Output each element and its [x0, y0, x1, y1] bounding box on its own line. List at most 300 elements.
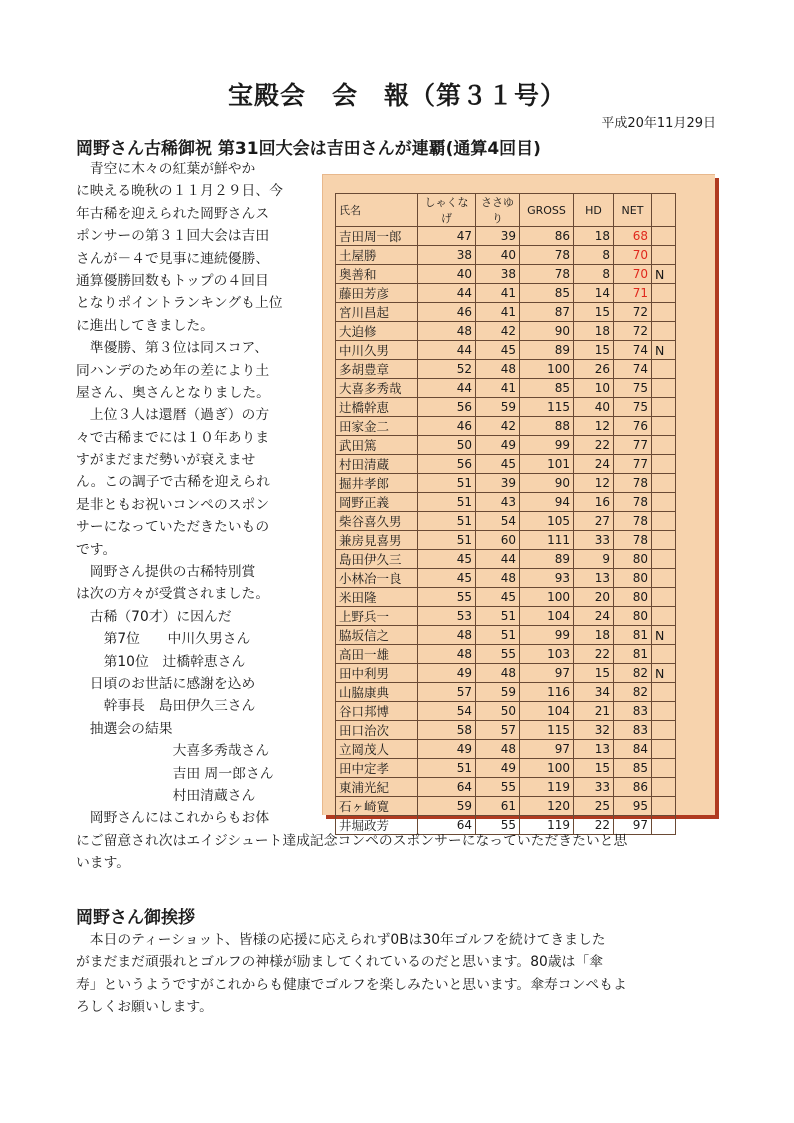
cell-name: 高田一雄: [336, 645, 418, 664]
cell-name: 東浦光紀: [336, 778, 418, 797]
cell-a: 54: [418, 702, 476, 721]
cell-b: 42: [476, 417, 520, 436]
cell-name: 田家金二: [336, 417, 418, 436]
cell-gross: 120: [520, 797, 574, 816]
cell-b: 55: [476, 778, 520, 797]
text-line: 年古稀を迎えられた岡野さんス: [76, 205, 270, 222]
cell-b: 57: [476, 721, 520, 740]
header-gross: GROSS: [520, 194, 574, 227]
cell-a: 64: [418, 816, 476, 835]
text-line: ポンサーの第３１回大会は吉田: [76, 228, 270, 245]
cell-net: 83: [614, 721, 652, 740]
cell-b: 49: [476, 759, 520, 778]
cell-a: 49: [418, 664, 476, 683]
cell-gross: 116: [520, 683, 574, 702]
cell-n: [652, 588, 676, 607]
cell-hd: 15: [574, 303, 614, 322]
greeting-heading: 岡野さん御挨拶: [76, 908, 195, 928]
cell-n: [652, 455, 676, 474]
cell-gross: 93: [520, 569, 574, 588]
cell-gross: 100: [520, 759, 574, 778]
cell-net: 74: [614, 360, 652, 379]
table-row: [336, 417, 676, 436]
cell-net: 81: [614, 626, 652, 645]
cell-a: 45: [418, 550, 476, 569]
cell-hd: 13: [574, 740, 614, 759]
cell-a: 48: [418, 645, 476, 664]
table-row: [336, 740, 676, 759]
header-note: [652, 194, 676, 227]
table-row: [336, 721, 676, 740]
cell-name: 田口治次: [336, 721, 418, 740]
cell-name: 小林冶一良: [336, 569, 418, 588]
cell-net: 78: [614, 512, 652, 531]
cell-n: [652, 246, 676, 265]
text-line: に映える晩秋の１１月２９日、今: [76, 183, 283, 200]
cell-hd: 33: [574, 531, 614, 550]
text-line: にご留意され次はエイジシュート達成記念コンペのスポンサーになっていただきたいと思: [76, 833, 628, 849]
cell-b: 48: [476, 740, 520, 759]
cell-a: 52: [418, 360, 476, 379]
table-row: [336, 322, 676, 341]
table-row: [336, 246, 676, 265]
cell-hd: 22: [574, 645, 614, 664]
cell-n: [652, 360, 676, 379]
cell-b: 49: [476, 436, 520, 455]
cell-hd: 16: [574, 493, 614, 512]
table-row: [336, 626, 676, 645]
text-line: います。: [76, 855, 131, 872]
cell-net: 72: [614, 322, 652, 341]
cell-name: 島田伊久三: [336, 550, 418, 569]
table-row: [336, 550, 676, 569]
text-line: 屋さん、奥さんとなりました。: [76, 384, 270, 401]
cell-b: 50: [476, 702, 520, 721]
cell-b: 55: [476, 816, 520, 835]
cell-gross: 97: [520, 664, 574, 683]
cell-hd: 24: [574, 607, 614, 626]
table-row: [336, 265, 676, 284]
cell-a: 53: [418, 607, 476, 626]
cell-hd: 12: [574, 417, 614, 436]
cell-net: 83: [614, 702, 652, 721]
cell-b: 38: [476, 265, 520, 284]
cell-net: 78: [614, 474, 652, 493]
table-row: [336, 227, 676, 246]
cell-n: [652, 797, 676, 816]
cell-n: [652, 436, 676, 455]
text-line: 青空に木々の紅葉が鮮やか: [76, 161, 256, 177]
cell-name: 井堀政芳: [336, 816, 418, 835]
cell-net: 80: [614, 550, 652, 569]
cell-net: 82: [614, 683, 652, 702]
cell-hd: 18: [574, 227, 614, 246]
cell-name: 吉田周一郎: [336, 227, 418, 246]
cell-a: 56: [418, 455, 476, 474]
cell-n: N: [652, 664, 676, 683]
cell-hd: 8: [574, 246, 614, 265]
cell-a: 51: [418, 531, 476, 550]
cell-name: 谷口邦博: [336, 702, 418, 721]
cell-net: 76: [614, 417, 652, 436]
cell-net: 95: [614, 797, 652, 816]
text-line: がまだまだ頑張れとゴルフの神様が励ましてくれているのだと思います。80歳は「傘: [76, 954, 603, 971]
cell-net: 82: [614, 664, 652, 683]
cell-b: 42: [476, 322, 520, 341]
cell-gross: 119: [520, 778, 574, 797]
cell-name: 村田清蔵: [336, 455, 418, 474]
article-body: [76, 158, 320, 830]
cell-a: 58: [418, 721, 476, 740]
cell-a: 48: [418, 322, 476, 341]
cell-n: N: [652, 626, 676, 645]
cell-n: [652, 493, 676, 512]
text-line: は次の方々が受賞されました。: [76, 586, 270, 603]
cell-net: 77: [614, 436, 652, 455]
text-line: となりポイントランキングも上位: [76, 295, 283, 312]
cell-n: [652, 284, 676, 303]
text-line: 古稀（70才）に因んだ: [76, 608, 232, 625]
cell-name: 上野兵一: [336, 607, 418, 626]
cell-name: 中川久男: [336, 341, 418, 360]
cell-n: N: [652, 341, 676, 360]
text-line: さんが－４で見事に連続優勝、: [76, 250, 270, 267]
cell-a: 51: [418, 474, 476, 493]
cell-hd: 26: [574, 360, 614, 379]
cell-net: 75: [614, 379, 652, 398]
cell-name: 田中定孝: [336, 759, 418, 778]
cell-b: 45: [476, 455, 520, 474]
header-shakunage: しゃくなげ: [418, 194, 476, 227]
cell-gross: 100: [520, 360, 574, 379]
cell-net: 78: [614, 531, 652, 550]
cell-net: 74: [614, 341, 652, 360]
cell-b: 40: [476, 246, 520, 265]
cell-name: 米田隆: [336, 588, 418, 607]
cell-gross: 86: [520, 227, 574, 246]
cell-a: 46: [418, 303, 476, 322]
cell-net: 70: [614, 265, 652, 284]
cell-name: 多胡豊章: [336, 360, 418, 379]
text-line: 日頃のお世話に感謝を込め: [76, 675, 256, 692]
cell-b: 45: [476, 341, 520, 360]
text-line: 是非ともお祝いコンペのスポン: [76, 496, 270, 513]
cell-name: 藤田芳彦: [336, 284, 418, 303]
cell-hd: 27: [574, 512, 614, 531]
cell-b: 39: [476, 227, 520, 246]
text-line: 本日のティーショット、皆様の応援に応えられず0Bは30年ゴルフを続けてきました: [76, 932, 606, 948]
cell-gross: 89: [520, 550, 574, 569]
cell-b: 44: [476, 550, 520, 569]
cell-a: 45: [418, 569, 476, 588]
cell-name: 柴谷喜久男: [336, 512, 418, 531]
cell-n: [652, 322, 676, 341]
cell-a: 47: [418, 227, 476, 246]
cell-b: 48: [476, 360, 520, 379]
cell-hd: 18: [574, 626, 614, 645]
cell-net: 80: [614, 588, 652, 607]
table-row: [336, 303, 676, 322]
cell-n: [652, 227, 676, 246]
cell-n: [652, 512, 676, 531]
cell-gross: 87: [520, 303, 574, 322]
cell-b: 48: [476, 664, 520, 683]
cell-b: 48: [476, 569, 520, 588]
text-line: 第7位 中川久男さん: [76, 631, 251, 648]
cell-gross: 105: [520, 512, 574, 531]
table-row: [336, 778, 676, 797]
text-line: ん。この調子で古稀を迎えられ: [76, 474, 270, 491]
cell-a: 51: [418, 759, 476, 778]
cell-gross: 100: [520, 588, 574, 607]
cell-b: 59: [476, 683, 520, 702]
table-row: [336, 493, 676, 512]
text-line: 同ハンデのため年の差により土: [76, 362, 270, 379]
cell-name: 辻橋幹恵: [336, 398, 418, 417]
cell-net: 75: [614, 398, 652, 417]
cell-name: 山脇康典: [336, 683, 418, 702]
text-line: 岡野さんにはこれからもお体: [76, 810, 270, 827]
cell-n: [652, 683, 676, 702]
cell-net: 70: [614, 246, 652, 265]
cell-a: 44: [418, 379, 476, 398]
cell-gross: 104: [520, 607, 574, 626]
cell-gross: 104: [520, 702, 574, 721]
cell-n: [652, 778, 676, 797]
cell-hd: 22: [574, 436, 614, 455]
cell-b: 39: [476, 474, 520, 493]
text-line: 準優勝、第３位は同スコア、: [76, 340, 269, 357]
cell-hd: 18: [574, 322, 614, 341]
cell-n: [652, 759, 676, 778]
cell-a: 55: [418, 588, 476, 607]
score-table-header: [336, 194, 676, 227]
cell-net: 78: [614, 493, 652, 512]
table-row: [336, 360, 676, 379]
text-line: 大喜多秀哉さん: [76, 743, 270, 760]
cell-a: 44: [418, 341, 476, 360]
article-headline: 岡野さん古稀御祝 第31回大会は吉田さんが連覇(通算4回目): [76, 139, 541, 159]
table-row: [336, 569, 676, 588]
cell-name: 田中利男: [336, 664, 418, 683]
cell-gross: 89: [520, 341, 574, 360]
cell-name: 岡野正義: [336, 493, 418, 512]
cell-net: 68: [614, 227, 652, 246]
text-line: に進出してきました。: [76, 317, 214, 334]
score-table-panel: [322, 174, 715, 833]
cell-hd: 33: [574, 778, 614, 797]
cell-net: 84: [614, 740, 652, 759]
cell-gross: 115: [520, 398, 574, 417]
cell-n: [652, 721, 676, 740]
cell-gross: 101: [520, 455, 574, 474]
cell-a: 44: [418, 284, 476, 303]
header-sasayuri: ささゆり: [476, 194, 520, 227]
cell-gross: 115: [520, 721, 574, 740]
cell-n: [652, 398, 676, 417]
text-line: 寿」というようですがこれからも健康でゴルフを楽しみたいと思います。傘寿コンペもよ: [76, 976, 627, 993]
cell-gross: 85: [520, 284, 574, 303]
table-row: [336, 436, 676, 455]
cell-b: 45: [476, 588, 520, 607]
cell-b: 43: [476, 493, 520, 512]
cell-hd: 32: [574, 721, 614, 740]
cell-n: [652, 702, 676, 721]
cell-b: 54: [476, 512, 520, 531]
text-line: 吉田 周一郎さん: [76, 765, 274, 782]
cell-net: 80: [614, 569, 652, 588]
cell-gross: 119: [520, 816, 574, 835]
cell-net: 71: [614, 284, 652, 303]
cell-b: 61: [476, 797, 520, 816]
table-row: [336, 455, 676, 474]
cell-hd: 9: [574, 550, 614, 569]
cell-hd: 12: [574, 474, 614, 493]
cell-name: 脇坂信之: [336, 626, 418, 645]
cell-name: 立岡茂人: [336, 740, 418, 759]
cell-gross: 99: [520, 436, 574, 455]
greeting-body: [76, 929, 726, 1019]
cell-a: 40: [418, 265, 476, 284]
table-row: [336, 284, 676, 303]
cell-n: [652, 474, 676, 493]
cell-name: 宮川昌起: [336, 303, 418, 322]
cell-net: 81: [614, 645, 652, 664]
table-row: [336, 702, 676, 721]
cell-a: 48: [418, 626, 476, 645]
article-body-continued: [76, 830, 726, 875]
cell-n: [652, 550, 676, 569]
cell-b: 41: [476, 284, 520, 303]
cell-net: 72: [614, 303, 652, 322]
table-row: [336, 474, 676, 493]
cell-gross: 85: [520, 379, 574, 398]
cell-hd: 21: [574, 702, 614, 721]
cell-hd: 34: [574, 683, 614, 702]
header-hd: HD: [574, 194, 614, 227]
table-row: [336, 759, 676, 778]
table-row: [336, 645, 676, 664]
table-row: [336, 398, 676, 417]
table-row: [336, 379, 676, 398]
cell-hd: 25: [574, 797, 614, 816]
cell-n: [652, 569, 676, 588]
cell-name: 奥善和: [336, 265, 418, 284]
cell-gross: 103: [520, 645, 574, 664]
issue-date: 平成20年11月29日: [601, 116, 716, 131]
cell-hd: 15: [574, 341, 614, 360]
cell-gross: 97: [520, 740, 574, 759]
cell-b: 41: [476, 379, 520, 398]
cell-a: 49: [418, 740, 476, 759]
cell-name: 大喜多秀哉: [336, 379, 418, 398]
cell-hd: 20: [574, 588, 614, 607]
cell-a: 50: [418, 436, 476, 455]
text-line: 々で古稀までには１０年ありま: [76, 429, 270, 446]
cell-gross: 90: [520, 322, 574, 341]
cell-gross: 78: [520, 265, 574, 284]
cell-net: 86: [614, 778, 652, 797]
text-line: 上位３人は還暦（過ぎ）の方: [76, 407, 270, 424]
cell-n: [652, 417, 676, 436]
cell-gross: 90: [520, 474, 574, 493]
cell-net: 97: [614, 816, 652, 835]
cell-hd: 15: [574, 664, 614, 683]
header-net: NET: [614, 194, 652, 227]
cell-a: 59: [418, 797, 476, 816]
cell-n: [652, 645, 676, 664]
cell-n: N: [652, 265, 676, 284]
cell-gross: 94: [520, 493, 574, 512]
cell-b: 51: [476, 626, 520, 645]
cell-n: [652, 607, 676, 626]
table-row: [336, 531, 676, 550]
text-line: 抽選会の結果: [76, 720, 173, 737]
cell-hd: 10: [574, 379, 614, 398]
table-row: [336, 797, 676, 816]
text-line: ろしくお願いします。: [76, 999, 213, 1016]
cell-b: 41: [476, 303, 520, 322]
table-row: [336, 588, 676, 607]
cell-hd: 13: [574, 569, 614, 588]
cell-net: 77: [614, 455, 652, 474]
cell-name: 掘井孝郎: [336, 474, 418, 493]
cell-name: 石ヶ崎寛: [336, 797, 418, 816]
cell-net: 85: [614, 759, 652, 778]
cell-a: 64: [418, 778, 476, 797]
cell-hd: 40: [574, 398, 614, 417]
cell-name: 兼房見喜男: [336, 531, 418, 550]
cell-hd: 14: [574, 284, 614, 303]
text-line: 岡野さん提供の古稀特別賞: [76, 564, 256, 581]
table-row: [336, 512, 676, 531]
cell-a: 57: [418, 683, 476, 702]
cell-gross: 78: [520, 246, 574, 265]
cell-n: [652, 740, 676, 759]
cell-gross: 99: [520, 626, 574, 645]
cell-hd: 22: [574, 816, 614, 835]
text-line: 第10位 辻橋幹恵さん: [76, 653, 246, 670]
cell-a: 38: [418, 246, 476, 265]
cell-a: 46: [418, 417, 476, 436]
cell-gross: 111: [520, 531, 574, 550]
cell-b: 51: [476, 607, 520, 626]
cell-n: [652, 379, 676, 398]
text-line: 通算優勝回数もトップの４回目: [76, 272, 269, 289]
cell-net: 80: [614, 607, 652, 626]
cell-hd: 24: [574, 455, 614, 474]
text-line: すがまだまだ勢いが衰えませ: [76, 452, 256, 469]
cell-a: 51: [418, 512, 476, 531]
table-row: [336, 341, 676, 360]
text-line: です。: [76, 541, 117, 558]
table-row: [336, 683, 676, 702]
cell-n: [652, 303, 676, 322]
cell-b: 59: [476, 398, 520, 417]
score-table: [335, 193, 676, 835]
newsletter-title: 宝殿会 会 報（第３１号）: [227, 81, 566, 110]
cell-n: [652, 531, 676, 550]
cell-name: 武田篤: [336, 436, 418, 455]
cell-hd: 15: [574, 759, 614, 778]
text-line: サーになっていただきたいもの: [76, 519, 270, 536]
cell-b: 60: [476, 531, 520, 550]
text-line: 村田清蔵さん: [76, 787, 256, 804]
table-row: [336, 664, 676, 683]
cell-gross: 88: [520, 417, 574, 436]
cell-name: 土屋勝: [336, 246, 418, 265]
cell-name: 大迫修: [336, 322, 418, 341]
